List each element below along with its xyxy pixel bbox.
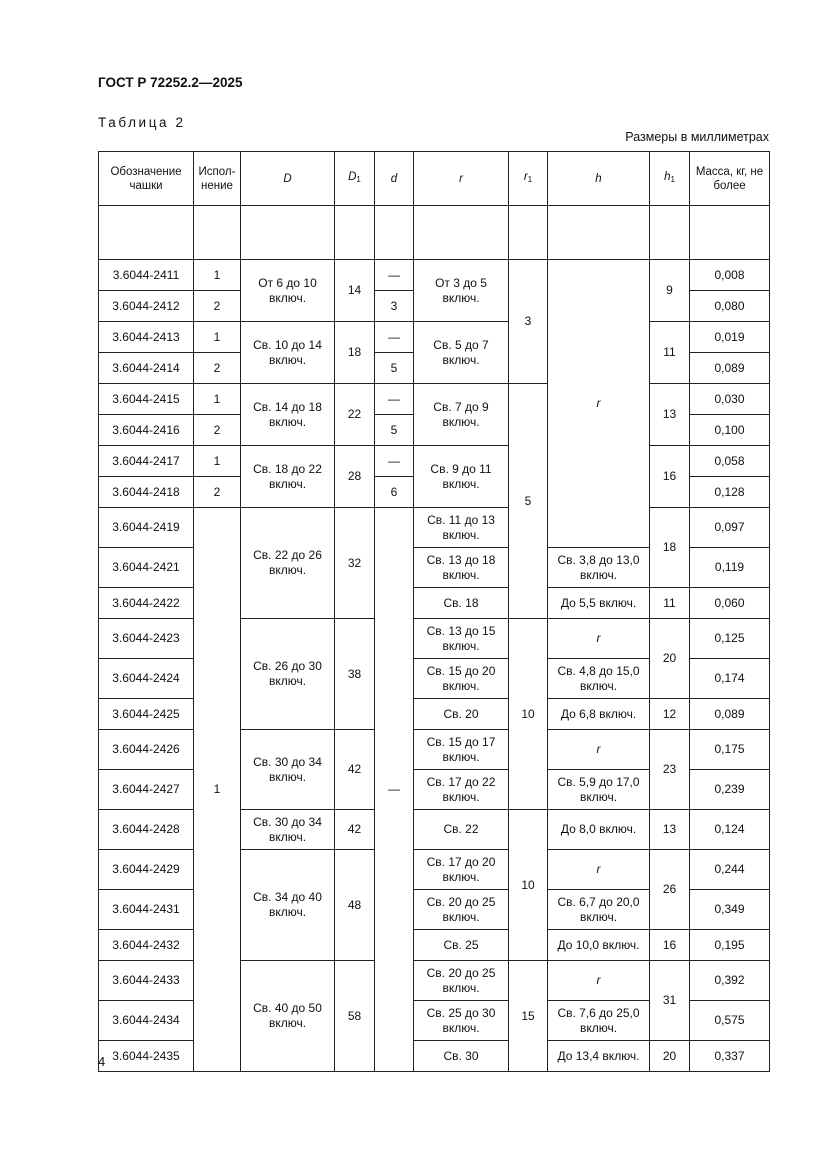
- cell-version: 1: [194, 322, 241, 353]
- header-mass: Масса, кг, не более: [690, 152, 770, 206]
- cell-mass: 0,008: [690, 260, 770, 291]
- cell-h1: 9: [650, 260, 690, 322]
- cell-mass: 0,195: [690, 930, 770, 961]
- cell-mass: 0,175: [690, 730, 770, 770]
- cell-mass: 0,089: [690, 699, 770, 730]
- cell-designation: 3.6044-2419: [99, 508, 194, 548]
- cell-r: Св. 20 до 25 включ.: [414, 961, 509, 1001]
- cell-mass: 0,337: [690, 1041, 770, 1072]
- cell-r1: 15: [509, 961, 548, 1072]
- cell-designation: 3.6044-2425: [99, 699, 194, 730]
- cell-d1: 58: [335, 961, 375, 1072]
- table-row: [99, 260, 770, 291]
- cell-r: Св. 25 до 30 включ.: [414, 1001, 509, 1041]
- cell-r: Св. 25: [414, 930, 509, 961]
- cell-version: 2: [194, 477, 241, 508]
- cell-r: Св. 22: [414, 810, 509, 850]
- cell-designation: 3.6044-2435: [99, 1041, 194, 1072]
- cell-h1: 20: [650, 619, 690, 699]
- cell-h1: 31: [650, 961, 690, 1041]
- cell-h: Св. 5,9 до 17,0 включ.: [548, 770, 650, 810]
- cell-designation: 3.6044-2417: [99, 446, 194, 477]
- cell-d1: 48: [335, 850, 375, 961]
- cell-d: 5: [375, 353, 414, 384]
- table-header: [99, 152, 770, 206]
- cell-designation: 3.6044-2418: [99, 477, 194, 508]
- cell-mass: 0,097: [690, 508, 770, 548]
- cell-r: Св. 17 до 20 включ.: [414, 850, 509, 890]
- header-h: h: [548, 152, 650, 206]
- cell-h: До 6,8 включ.: [548, 699, 650, 730]
- cell-designation: 3.6044-2427: [99, 770, 194, 810]
- cell-h: r: [548, 850, 650, 890]
- cell-mass: 0,089: [690, 353, 770, 384]
- table-row: [99, 384, 770, 415]
- cell-designation: 3.6044-2413: [99, 322, 194, 353]
- cell-d: 3: [375, 291, 414, 322]
- cell-d: —: [375, 322, 414, 353]
- cell-d1: 38: [335, 619, 375, 730]
- cell-h1: 20: [650, 1041, 690, 1072]
- cell-d: —: [375, 260, 414, 291]
- cell-r: От 3 до 5 включ.: [414, 260, 509, 322]
- cell-version: 1: [194, 446, 241, 477]
- cell-h: r: [548, 961, 650, 1001]
- cell-d: —: [375, 508, 414, 1072]
- cell-designation: 3.6044-2414: [99, 353, 194, 384]
- cell-h1: 26: [650, 850, 690, 930]
- header-d: d: [375, 152, 414, 206]
- cell-h: До 13,4 включ.: [548, 1041, 650, 1072]
- cell-mass: 0,100: [690, 415, 770, 446]
- units-note: Размеры в миллиметрах: [625, 130, 769, 144]
- cell-version: 1: [194, 508, 241, 1072]
- cell-designation: 3.6044-2423: [99, 619, 194, 659]
- cell-mass: 0,239: [690, 770, 770, 810]
- cell-h1: 13: [650, 810, 690, 850]
- header-r1: $r_1$: [509, 152, 548, 206]
- table-caption: Таблица 2: [98, 115, 186, 130]
- cell-designation: 3.6044-2412: [99, 291, 194, 322]
- cell-designation: 3.6044-2424: [99, 659, 194, 699]
- cell-d1: 32: [335, 508, 375, 619]
- cell-h1: 16: [650, 446, 690, 508]
- cell-h: До 10,0 включ.: [548, 930, 650, 961]
- cell-mass: 0,119: [690, 548, 770, 588]
- cell-r: Св. 15 до 20 включ.: [414, 659, 509, 699]
- cell-h1: 11: [650, 322, 690, 384]
- cell-r: Св. 13 до 18 включ.: [414, 548, 509, 588]
- cell-r: Св. 18: [414, 588, 509, 619]
- cell-d: Св. 22 до 26 включ.: [241, 508, 335, 619]
- cell-d: Св. 40 до 50 включ.: [241, 961, 335, 1072]
- document-code: ГОСТ Р 72252.2—2025: [98, 75, 243, 90]
- cell-h1: 16: [650, 930, 690, 961]
- cell-version: 1: [194, 384, 241, 415]
- header-h1: $h_1$: [650, 152, 690, 206]
- cell-r: Св. 13 до 15 включ.: [414, 619, 509, 659]
- cell-r: Св. 15 до 17 включ.: [414, 730, 509, 770]
- cell-d: 5: [375, 415, 414, 446]
- cell-designation: 3.6044-2428: [99, 810, 194, 850]
- cell-r: Св. 11 до 13 включ.: [414, 508, 509, 548]
- cell-designation: 3.6044-2422: [99, 588, 194, 619]
- cell-designation: 3.6044-2432: [99, 930, 194, 961]
- cell-r: Св. 7 до 9 включ.: [414, 384, 509, 446]
- cell-version: 2: [194, 415, 241, 446]
- cell-mass: 0,174: [690, 659, 770, 699]
- cell-mass: 0,349: [690, 890, 770, 930]
- cell-d: Св. 30 до 34 включ.: [241, 730, 335, 810]
- header-version: Испол-нение: [194, 152, 241, 206]
- table-row: [99, 508, 770, 548]
- cell-h1: 18: [650, 508, 690, 588]
- cell-designation: 3.6044-2411: [99, 260, 194, 291]
- cell-h: r: [548, 260, 650, 548]
- cell-h: Св. 6,7 до 20,0 включ.: [548, 890, 650, 930]
- cell-d: Св. 10 до 14 включ.: [241, 322, 335, 384]
- cell-r1: 3: [509, 260, 548, 384]
- table-row: [99, 446, 770, 477]
- table-row: [99, 322, 770, 353]
- cell-designation: 3.6044-2431: [99, 890, 194, 930]
- cell-version: 2: [194, 291, 241, 322]
- cell-d1: 42: [335, 810, 375, 850]
- header-designation: Обозначение чашки: [99, 152, 194, 206]
- cell-d: 6: [375, 477, 414, 508]
- cell-mass: 0,244: [690, 850, 770, 890]
- cell-designation: 3.6044-2434: [99, 1001, 194, 1041]
- cell-mass: 0,030: [690, 384, 770, 415]
- cell-mass: 0,125: [690, 619, 770, 659]
- cell-designation: 3.6044-2415: [99, 384, 194, 415]
- cell-h: r: [548, 619, 650, 659]
- dimensions-table: [98, 151, 770, 1072]
- cell-designation: 3.6044-2416: [99, 415, 194, 446]
- table-body: [99, 260, 770, 1072]
- cell-mass: 0,019: [690, 322, 770, 353]
- cell-h: Св. 7,6 до 25,0 включ.: [548, 1001, 650, 1041]
- cell-d1: 42: [335, 730, 375, 810]
- cell-h: r: [548, 730, 650, 770]
- cell-h: Св. 4,8 до 15,0 включ.: [548, 659, 650, 699]
- cell-r: Св. 17 до 22 включ.: [414, 770, 509, 810]
- cell-mass: 0,575: [690, 1001, 770, 1041]
- cell-r: Св. 20: [414, 699, 509, 730]
- header-D1: $D_1$: [335, 152, 375, 206]
- cell-h: До 8,0 включ.: [548, 810, 650, 850]
- cell-d1: 14: [335, 260, 375, 322]
- page-number: 4: [98, 1054, 106, 1069]
- cell-d: —: [375, 446, 414, 477]
- cell-h1: 23: [650, 730, 690, 810]
- cell-d: Св. 18 до 22 включ.: [241, 446, 335, 508]
- cell-r: Св. 20 до 25 включ.: [414, 890, 509, 930]
- cell-designation: 3.6044-2429: [99, 850, 194, 890]
- cell-r1: 10: [509, 619, 548, 810]
- cell-mass: 0,124: [690, 810, 770, 850]
- cell-d: От 6 до 10 включ.: [241, 260, 335, 322]
- cell-version: 1: [194, 260, 241, 291]
- cell-r1: 10: [509, 810, 548, 961]
- cell-mass: 0,060: [690, 588, 770, 619]
- cell-mass: 0,080: [690, 291, 770, 322]
- cell-h1: 12: [650, 699, 690, 730]
- cell-r: Св. 9 до 11 включ.: [414, 446, 509, 508]
- header-D: D: [241, 152, 335, 206]
- cell-d: Св. 34 до 40 включ.: [241, 850, 335, 961]
- cell-r: Св. 30: [414, 1041, 509, 1072]
- cell-mass: 0,128: [690, 477, 770, 508]
- cell-designation: 3.6044-2426: [99, 730, 194, 770]
- cell-designation: 3.6044-2433: [99, 961, 194, 1001]
- cell-version: 2: [194, 353, 241, 384]
- cell-d: Св. 30 до 34 включ.: [241, 810, 335, 850]
- cell-h: До 5,5 включ.: [548, 588, 650, 619]
- cell-designation: 3.6044-2421: [99, 548, 194, 588]
- cell-mass: 0,058: [690, 446, 770, 477]
- cell-d: —: [375, 384, 414, 415]
- cell-r1: 5: [509, 384, 548, 619]
- cell-d1: 18: [335, 322, 375, 384]
- cell-h1: 11: [650, 588, 690, 619]
- cell-d: Св. 26 до 30 включ.: [241, 619, 335, 730]
- cell-d1: 22: [335, 384, 375, 446]
- cell-h: Св. 3,8 до 13,0 включ.: [548, 548, 650, 588]
- cell-mass: 0,392: [690, 961, 770, 1001]
- cell-h1: 13: [650, 384, 690, 446]
- header-r: r: [414, 152, 509, 206]
- cell-r: Св. 5 до 7 включ.: [414, 322, 509, 384]
- cell-d1: 28: [335, 446, 375, 508]
- cell-d: Св. 14 до 18 включ.: [241, 384, 335, 446]
